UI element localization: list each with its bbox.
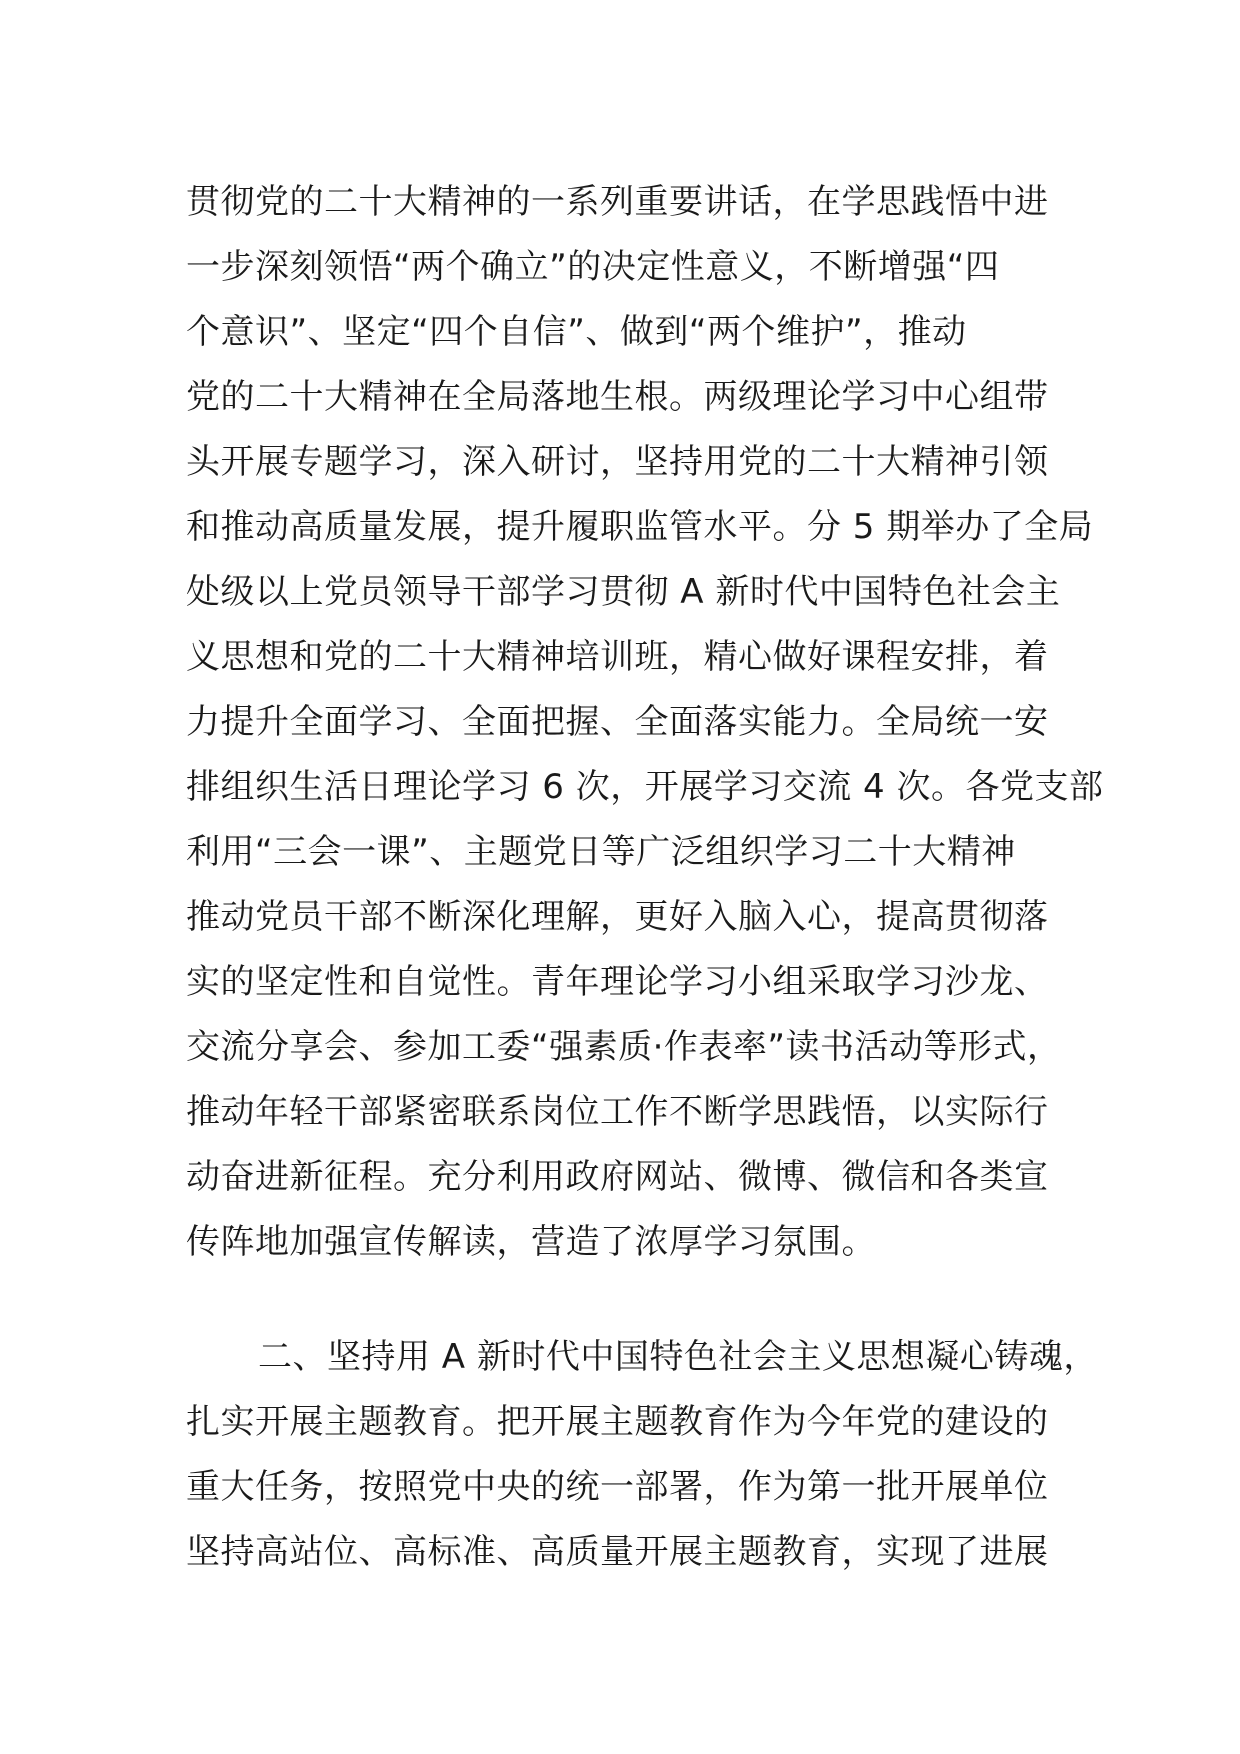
section-heading-line: 二、坚持用 A 新时代中国特色社会主义思想凝心铸魂， bbox=[258, 1337, 1098, 1377]
text-line: 头开展专题学习，深入研讨，坚持用党的二十大精神引领 bbox=[186, 442, 1049, 482]
text-line: 推动党员干部不断深化理解，更好入脑入心，提高贯彻落 bbox=[186, 897, 1049, 937]
text-line: 重大任务，按照党中央的统一部署，作为第一批开展单位 bbox=[186, 1467, 1049, 1507]
text-line: 排组织生活日理论学习 6 次，开展学习交流 4 次。各党支部 bbox=[186, 767, 1104, 807]
text-line: 个意识”、坚定“四个自信”、做到“两个维护”，推动 bbox=[186, 312, 967, 352]
text-line: 处级以上党员领导干部学习贯彻 A 新时代中国特色社会主 bbox=[186, 572, 1061, 612]
text-line: 扎实开展主题教育。把开展主题教育作为今年党的建设的 bbox=[186, 1402, 1049, 1442]
text-line: 义思想和党的二十大精神培训班，精心做好课程安排，着 bbox=[186, 637, 1049, 677]
text-line: 坚持高站位、高标准、高质量开展主题教育，实现了进展 bbox=[186, 1532, 1049, 1572]
text-line: 力提升全面学习、全面把握、全面落实能力。全局统一安 bbox=[186, 702, 1049, 742]
paragraph-theme-education bbox=[186, 1325, 1098, 1585]
text-line: 交流分享会、参加工委“强素质·作表率”读书活动等形式， bbox=[186, 1027, 1062, 1067]
text-line: 贯彻党的二十大精神的一系列重要讲话，在学思践悟中进 bbox=[186, 182, 1049, 222]
text-line: 一步深刻领悟“两个确立”的决定性意义，不断增强“四 bbox=[186, 247, 1000, 287]
paragraph-study-implementation bbox=[186, 170, 1104, 1275]
text-line: 推动年轻干部紧密联系岗位工作不断学思践悟，以实际行 bbox=[186, 1092, 1049, 1132]
text-line: 和推动高质量发展，提升履职监管水平。分 5 期举办了全局 bbox=[186, 507, 1094, 547]
text-line: 传阵地加强宣传解读，营造了浓厚学习氛围。 bbox=[186, 1222, 876, 1262]
text-line: 动奋进新征程。充分利用政府网站、微博、微信和各类宣 bbox=[186, 1157, 1049, 1197]
text-line: 利用“三会一课”、主题党日等广泛组织学习二十大精神 bbox=[186, 832, 1016, 872]
text-line: 党的二十大精神在全局落地生根。两级理论学习中心组带 bbox=[186, 377, 1049, 417]
text-line: 实的坚定性和自觉性。青年理论学习小组采取学习沙龙、 bbox=[186, 962, 1049, 1002]
